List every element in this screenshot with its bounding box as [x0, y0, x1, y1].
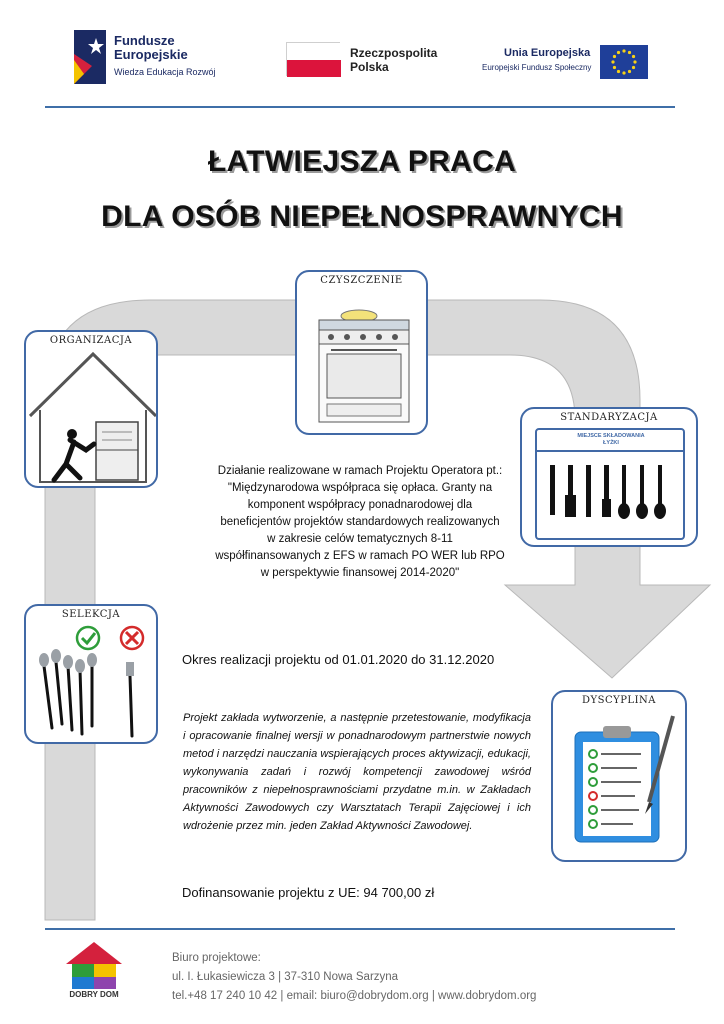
- description-line: beneficjentów projektów standardowych realizowanych: [220, 516, 500, 528]
- czyszczenie-label: CZYSZCZENIE: [320, 275, 403, 286]
- cutlery-selection-icon: [26, 606, 158, 744]
- footer-contact: tel.+48 17 240 10 42 | email: biuro@dobrydom.org | www.dobrydom.org: [172, 990, 537, 1002]
- dobry-dom-logo-icon: [64, 940, 124, 990]
- description-line: w perspektywie finansowej 2014-2020": [260, 567, 460, 579]
- project-funding: Dofinansowanie projektu z UE: 94 700,00 zł: [182, 885, 435, 900]
- fe-logo-line2: Europejskie: [114, 47, 188, 62]
- standaryzacja-label: STANDARYZACJA: [560, 412, 658, 423]
- house-fridge-icon: [26, 332, 158, 488]
- footer-address: ul. I. Łukasiewicza 3 | 37-310 Nowa Sarzyna: [172, 971, 399, 983]
- clipboard-checklist-icon: [553, 692, 687, 862]
- project-description: [190, 463, 530, 582]
- flow-step-selekcja: [24, 604, 158, 744]
- fe-logo-line1: Fundusze: [114, 33, 175, 48]
- organizacja-label: ORGANIZACJA: [49, 335, 133, 346]
- storage-sign-line2: ŁYŻKI: [603, 440, 619, 446]
- description-line: w zakresie celów tematycznych 8-11: [267, 533, 453, 545]
- ue-logo-line2: Europejski Fundusz Społeczny: [482, 63, 592, 72]
- project-period: Okres realizacji projektu od 01.01.2020 do 31.12.2020: [182, 652, 495, 667]
- description-line: Działanie realizowane w ramach Projektu Operatora pt.:: [217, 465, 503, 477]
- rp-logo-line1: Rzeczpospolita: [350, 46, 438, 60]
- description-line: współfinansowanych z EFS w ramach PO WER lub RPO: [215, 550, 505, 562]
- fe-logo-line3: Wiedza Edukacja Rozwój: [114, 67, 216, 77]
- footer-divider: [45, 928, 675, 930]
- description-line: "Międzynarodowa współpraca się opłaca. Granty na: [227, 482, 493, 494]
- page-title-line2: DLA OSÓB NIEPEŁNOSPRAWNYCH: [101, 200, 623, 233]
- storage-sign: [538, 433, 684, 447]
- dobry-dom-label: DOBRY DOM: [69, 990, 119, 999]
- project-paragraph: Projekt zakłada wytworzenie, a następnie przetestowanie, modyfikacja i opracowanie finalnej wersji w ponadnarodowym partnerstwie nowych metod i narzędzi nauczania wspierających proces aktywizacji, edukacji, wykonywania zadań i rozwój kompetencji zawodowej wśród pracowników z niepełnosprawnościami przydatne m.in. w Zakładach Aktywności Zawodowych czy Warsztatach Terapii Zajęciowej i ich wdrożenie przez min. jeden Zakład Aktywności Zawodowej.: [183, 712, 531, 832]
- flow-step-dyscyplina: [551, 690, 687, 862]
- rp-logo-line2: Polska: [350, 60, 389, 74]
- flow-step-czyszczenie: [295, 270, 428, 435]
- flow-step-organizacja: [24, 330, 158, 488]
- utensils-board-icon: [522, 409, 698, 547]
- storage-sign-line1: MIEJSCE SKŁADOWANIA: [577, 433, 645, 439]
- page-title-line1: ŁATWIEJSZA PRACA: [207, 145, 517, 178]
- ue-logo-line1: Unia Europejska: [504, 47, 591, 59]
- dyscyplina-label: DYSCYPLINA: [581, 695, 656, 706]
- description-line: komponent współpracy ponadnarodowej dla: [247, 499, 473, 511]
- footer-office-label: Biuro projektowe:: [172, 952, 261, 964]
- stove-icon: [297, 272, 428, 435]
- flow-step-standaryzacja: [520, 407, 698, 547]
- selekcja-label: SELEKCJA: [61, 609, 121, 620]
